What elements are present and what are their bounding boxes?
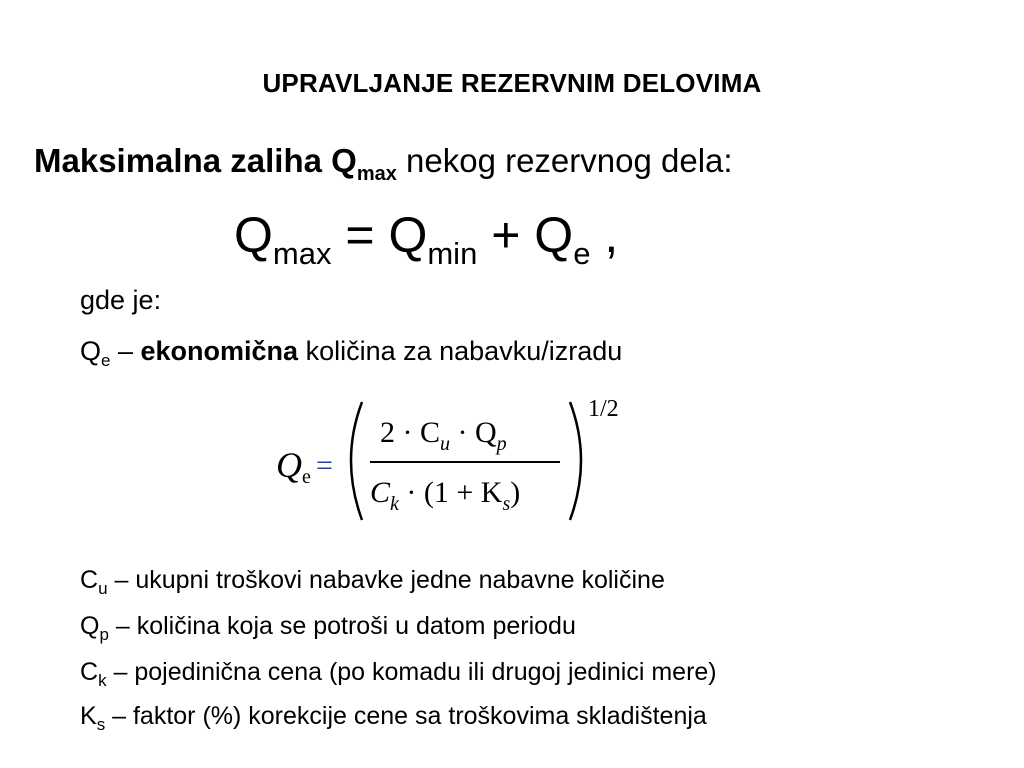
qmax-equation	[234, 206, 618, 272]
eq-sub-min: min	[427, 236, 478, 271]
def-cu-symbol: C	[80, 566, 99, 594]
def-qp-symbol: Q	[80, 612, 100, 640]
eq-sub-max: max	[272, 236, 332, 271]
denominator	[370, 476, 520, 515]
heading-subscript: max	[356, 163, 397, 185]
def-ks-text: – faktor (%) korekcije cene sa troškovima skladištenja	[105, 702, 707, 730]
definition-cu	[80, 566, 665, 599]
eq-op1: = Q	[331, 207, 428, 263]
heading-line	[34, 142, 733, 186]
num-sub-p: p	[496, 433, 507, 455]
formula-equals: =	[316, 449, 333, 482]
qe-subscript: e	[101, 351, 111, 370]
def-cu-text: – ukupni troškovi nabavke jedne nabavne količine	[107, 566, 665, 594]
eq-op2: + Q	[477, 207, 574, 263]
qe-bold-word: ekonomična	[140, 336, 299, 366]
qe-rest: količina za nabavku/izradu	[298, 336, 623, 366]
def-ks-symbol: K	[80, 702, 97, 730]
qe-dash: –	[110, 336, 141, 366]
def-cu-sub: u	[98, 579, 108, 598]
gde-je-label: gde je:	[80, 285, 162, 315]
formula-lhs: Q	[276, 445, 302, 485]
qe-symbol: Q	[80, 336, 102, 366]
eq-sub-e: e	[573, 236, 591, 271]
den-sub-s: s	[502, 493, 511, 515]
def-ks-sub: s	[96, 715, 106, 734]
num-part-b: · Q	[450, 416, 497, 449]
den-part-a: C	[370, 476, 391, 509]
definition-qp	[80, 612, 576, 645]
formula-lhs-sub: e	[302, 466, 311, 488]
slide-title: UPRAVLJANJE REZERVNIM DELOVIMA	[262, 68, 762, 98]
numerator	[380, 416, 507, 455]
def-ck-text: – pojedinična cena (po komadu ili drugoj jedinici mere)	[106, 658, 717, 686]
eq-q1: Q	[234, 207, 273, 263]
eq-end: ,	[590, 207, 619, 263]
formula-exponent: 1/2	[588, 396, 619, 422]
left-paren	[351, 402, 362, 520]
qe-definition	[80, 336, 622, 371]
num-sub-u: u	[440, 433, 450, 455]
def-qp-sub: p	[99, 625, 109, 644]
definition-ks	[80, 702, 707, 735]
den-part-b: · (1 + K	[398, 476, 503, 509]
def-ck-sub: k	[98, 671, 107, 690]
definition-ck	[80, 658, 717, 691]
heading-bold-text: Maksimalna zaliha Q	[34, 142, 357, 179]
def-qp-text: – količina koja se potroši u datom periodu	[108, 612, 576, 640]
num-part-a: 2 · C	[380, 416, 440, 449]
den-part-c: )	[510, 476, 521, 509]
economic-quantity-formula	[270, 390, 630, 530]
heading-rest: nekog rezervnog dela:	[396, 142, 733, 179]
right-paren	[570, 402, 581, 520]
def-ck-symbol: C	[80, 658, 99, 686]
den-sub-k: k	[390, 493, 399, 515]
